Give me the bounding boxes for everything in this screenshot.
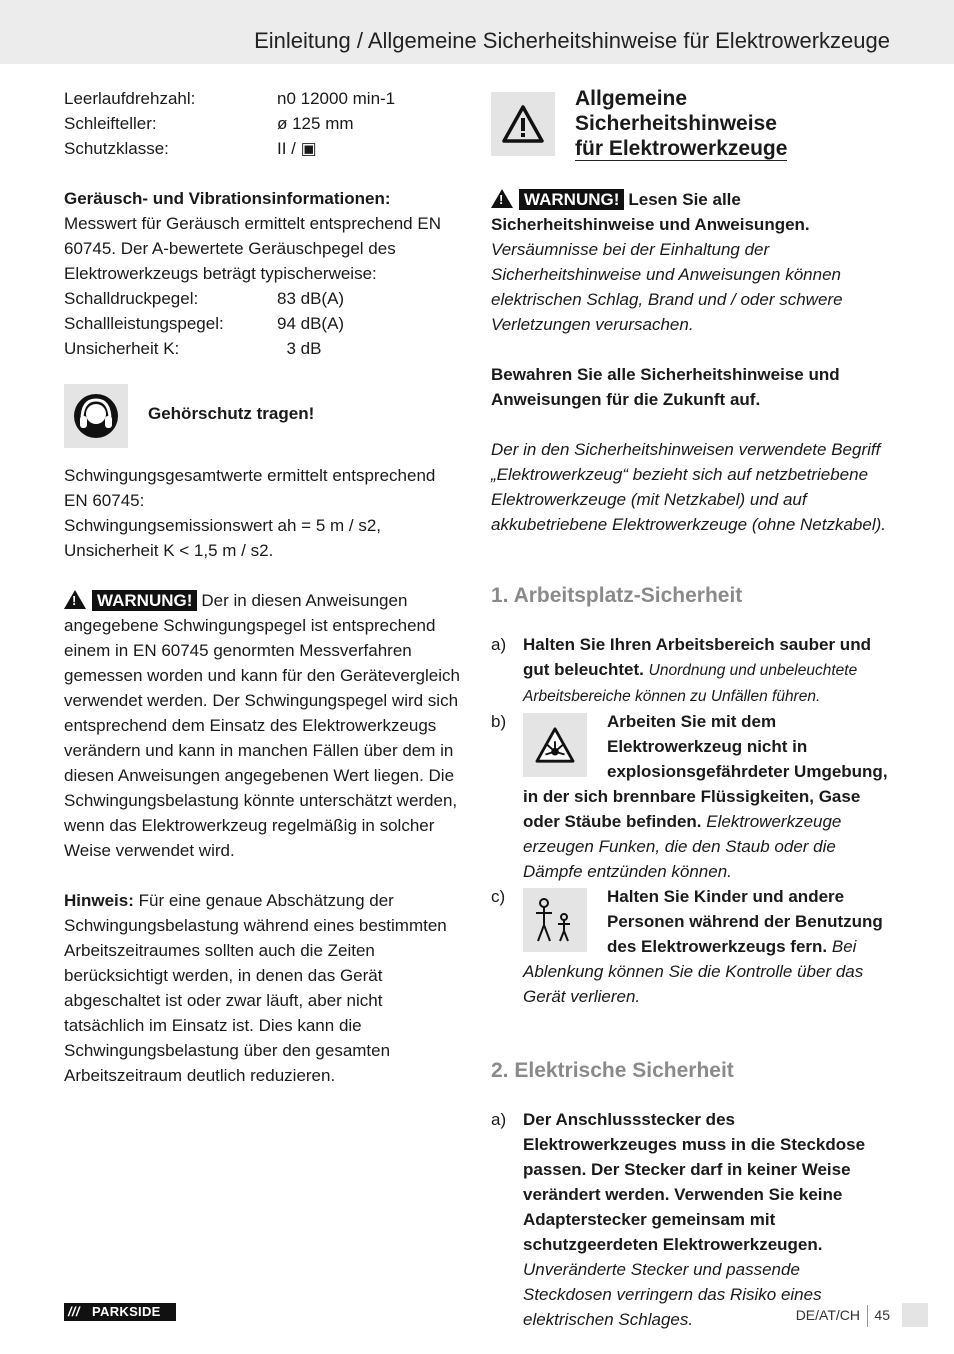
noise-text: Messwert für Geräusch ermittelt entsprechend EN 60745. Der A-bewertete Geräuschpegel des Elektrowerkzeugs beträgt typischerweise:	[64, 214, 441, 283]
vibration-emission: Schwingungsemissionswert ah = 5 m / s2,	[64, 516, 382, 535]
term-definition: Der in den Sicherheitshinweisen verwendete Begriff „Elektrowerkzeug“ bezieht sich auf netzbetriebene Elektrowerkzeuge (mit Netzkabel) und auf akkubetriebene Elektrowerkzeuge (ohne Netzkabel).	[491, 440, 887, 534]
page-title: Einleitung / Allgemeine Sicherheitshinweise für Elektrowerkzeuge	[254, 28, 890, 53]
keep-instructions: Bewahren Sie alle Sicherheitshinweise und Anweisungen für die Zukunft auf.	[491, 365, 840, 409]
warning-badge: WARNUNG!	[519, 189, 624, 210]
ear-protection-block	[64, 383, 464, 449]
section-heading: 1. Arbeitsplatz-Sicherheit	[491, 584, 743, 607]
page-number: 45	[874, 1307, 890, 1323]
warning-icon	[64, 590, 86, 609]
hint-paragraph: Hinweis: Für eine genaue Abschätzung der Schwingungsbelastung während eines bestimmten Arbeitszeitraumes sollten auch die Zeiten berücksichtigt werden, in denen das Gerät abgeschaltet ist oder zwar läuft, aber nicht tatsächlich im Einsatz ist. Dies kann die Schwingungsbelastung über den gesamten Arbeitszeitraum deutlich reduzieren.	[64, 891, 447, 1085]
parkside-logo: /// PARKSIDE	[64, 1303, 176, 1321]
keep-children-away-icon	[523, 888, 587, 952]
warning-paragraph: !WARNUNG! Der in diesen Anweisungen angegebene Schwingungspegel ist entsprechend einem in EN 60745 genormten Messverfahren gemessen worden und kann für den Gerätevergleich verwendet werden. Der Schwingungspegel wird sich entsprechend dem Einsatz des Elektrowerkzeugs verändern und kann in manchen Fällen über dem in diesen Anweisungen angegebenen Wert liegen. Die Schwingungsbelastung könnte unterschätzt werden, wenn das Elektrowerkzeug regelmäßig in solcher Weise verwendet wird.	[64, 588, 464, 863]
noise-heading: Geräusch- und Vibrationsinformationen:	[64, 189, 391, 208]
ear-protection-text: Gehörschutz tragen!	[148, 403, 315, 423]
warning-badge: WARNUNG!	[92, 590, 197, 611]
explosion-hazard-icon	[523, 713, 587, 777]
section-title-block	[491, 87, 891, 161]
warning-icon	[491, 189, 513, 208]
vibration-uncertainty: Unsicherheit K < 1,5 m / s2.	[64, 541, 274, 560]
left-column	[64, 86, 464, 1088]
list-item: a) Halten Sie Ihren Arbeitsbereich sauber und gut beleuchtet. Unordnung und unbeleuchtete Arbeitsbereiche können zu Unfällen führen.	[491, 635, 871, 705]
right-column	[491, 86, 891, 1332]
page-footer	[64, 1303, 928, 1327]
spec-row: Schutzklasse: II / ▣	[64, 139, 317, 158]
ear-protection-icon	[64, 384, 128, 448]
spec-row: Schleifteller: ø 125 mm	[64, 114, 354, 133]
list-item: b) Arbeiten Sie mit dem Elektrowerkzeug nicht in explosionsgefährdeter Umgebung, in der sich brennbare Flüssigkeiten, Gase oder Stäube befinden. Elektrowerkzeuge erzeugen Funken, die den Staub oder die Dämpfe entzünden können.	[491, 712, 888, 881]
list-item: a) Der Anschlussstecker des Elektrowerkzeuges muss in die Steckdose passen. Der Stecker darf in keiner Weise verändert werden. Verwenden Sie keine Adapterstecker gemeinsam mit schutzgeerdeten Elektrowerkzeugen. Unveränderte Stecker und passende Steckdosen verringern das Risiko eines elektrischen Schlages.	[491, 1110, 866, 1329]
main-title: Allgemeine Sicherheitshinweise für Elektrowerkzeuge	[575, 87, 788, 160]
spec-row: Leerlaufdrehzahl: n0 12000 min-1	[64, 89, 396, 108]
noise-row: Unsicherheit K: 3 dB	[64, 339, 322, 358]
vibration-text: EN 60745:	[64, 491, 145, 510]
warning-paragraph: !WARNUNG! Lesen Sie alle Sicherheitshinweise und Anweisungen. Versäumnisse bei der Einhaltung der Sicherheitshinweise und Anweisungen können elektrischen Schlag, Brand und / oder schwere Verletzungen verursachen.	[491, 187, 891, 337]
warning-triangle-icon	[491, 92, 555, 156]
list-item: c) Halten Sie Kinder und andere Personen während der Benutzung des Elektrowerkzeugs fern. Bei Ablenkung können Sie die Kontrolle über das Gerät verlieren.	[491, 887, 883, 1006]
section-heading: 2. Elektrische Sicherheit	[491, 1059, 734, 1082]
page-tab	[902, 1303, 928, 1327]
region-label: DE/AT/CH	[795, 1307, 860, 1323]
noise-row: Schallleistungspegel: 94 dB(A)	[64, 314, 345, 333]
page-header	[0, 0, 954, 64]
vibration-text: Schwingungsgesamtwerte ermittelt entsprechend	[64, 466, 436, 485]
footer-divider	[867, 1305, 868, 1327]
noise-row: Schalldruckpegel: 83 dB(A)	[64, 289, 345, 308]
